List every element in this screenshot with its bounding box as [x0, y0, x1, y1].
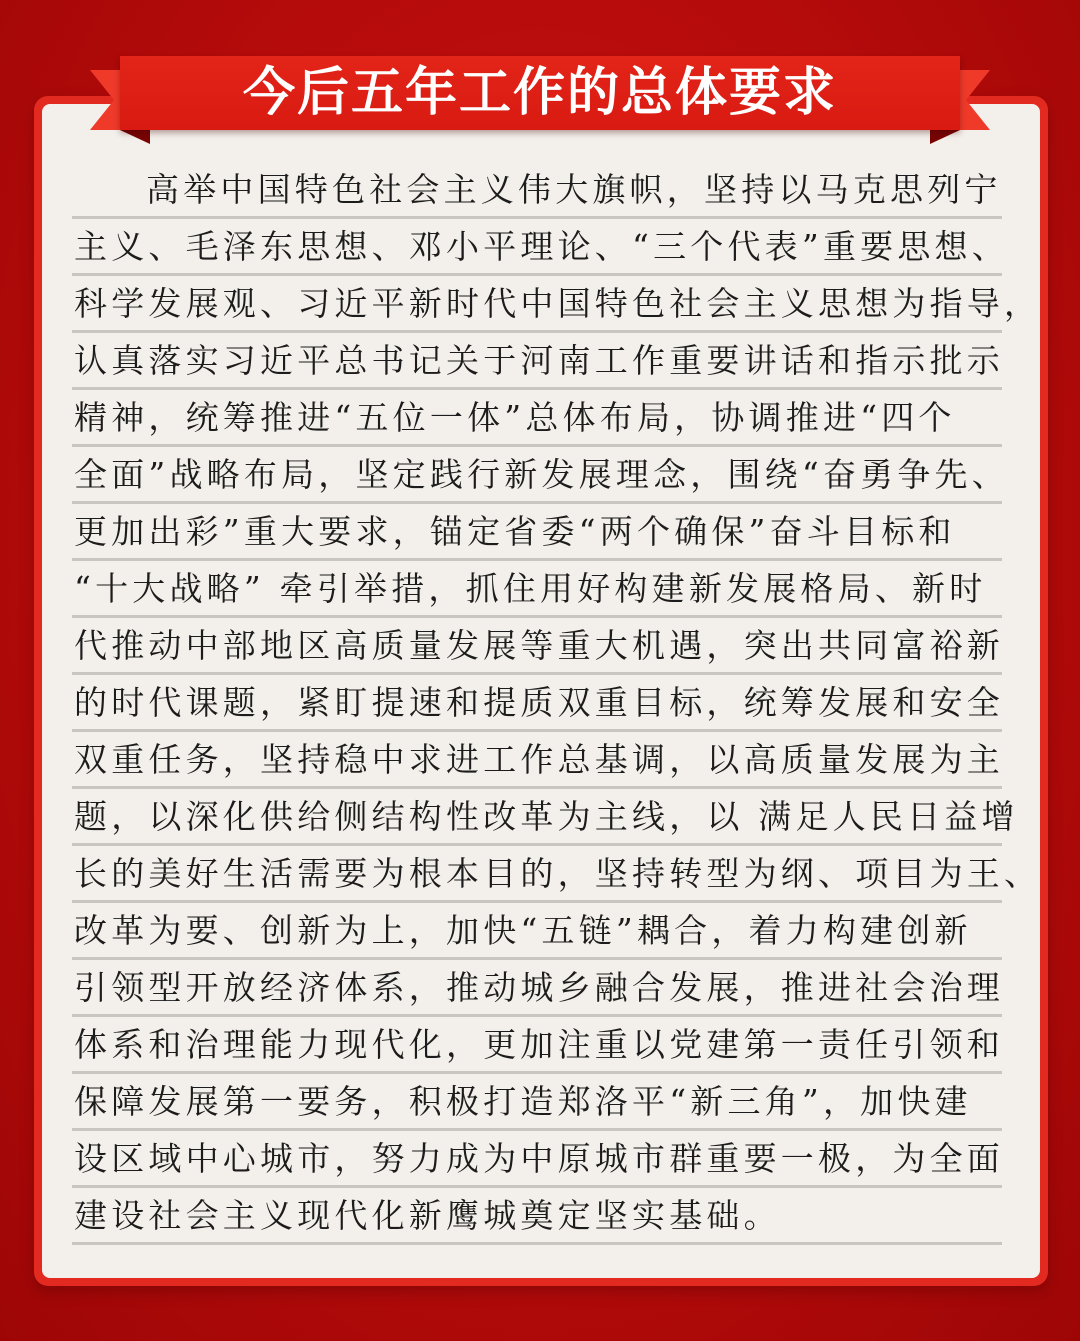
text-line: 认真落实习近平总书记关于河南工作重要讲话和指示批示 [72, 333, 1002, 390]
text-line: 长的美好生活需要为根本目的，坚持转型为纲、项目为王、 [72, 846, 1002, 903]
page-title: 今后五年工作的总体要求 [242, 63, 837, 123]
text-line: 保障发展第一要务，积极打造郑洛平“新三角”，加快建 [72, 1074, 1002, 1131]
text-line: 题，以深化供给侧结构性改革为主线，以 满足人民日益增 [72, 789, 1002, 846]
text-line: 代推动中部地区高质量发展等重大机遇，突出共同富裕新 [72, 618, 1002, 675]
title-banner [90, 56, 990, 146]
text-line: 全面”战略布局，坚定践行新发展理念，围绕“奋勇争先、 [72, 447, 1002, 504]
text-line: 主义、毛泽东思想、邓小平理论、“三个代表”重要思想、 [72, 219, 1002, 276]
text-line: 引领型开放经济体系，推动城乡融合发展，推进社会治理 [72, 960, 1002, 1017]
text-line: “十大战略” 牵引举措，抓住用好构建新发展格局、新时 [72, 561, 1002, 618]
text-line: 设区域中心城市，努力成为中原城市群重要一极，为全面 [72, 1131, 1002, 1188]
text-line: 科学发展观、习近平新时代中国特色社会主义思想为指导， [72, 276, 1002, 333]
body-paragraph [72, 162, 1042, 1245]
text-line: 更加出彩”重大要求，锚定省委“两个确保”奋斗目标和 [72, 504, 1002, 561]
ribbon-fold-left [120, 130, 150, 144]
text-line: 精神，统筹推进“五位一体”总体布局，协调推进“四个 [72, 390, 1002, 447]
ribbon-fold-right [930, 130, 960, 144]
text-line: 改革为要、创新为上，加快“五链”耦合，着力构建创新 [72, 903, 1002, 960]
text-line: 体系和治理能力现代化，更加注重以党建第一责任引领和 [72, 1017, 1002, 1074]
text-line: 高举中国特色社会主义伟大旗帜，坚持以马克思列宁 [72, 162, 1002, 219]
text-line: 的时代课题，紧盯提速和提质双重目标，统筹发展和安全 [72, 675, 1002, 732]
text-line: 双重任务，坚持稳中求进工作总基调，以高质量发展为主 [72, 732, 1002, 789]
text-line: 建设社会主义现代化新鹰城奠定坚实基础。 [72, 1188, 1002, 1245]
banner-body [120, 56, 960, 130]
